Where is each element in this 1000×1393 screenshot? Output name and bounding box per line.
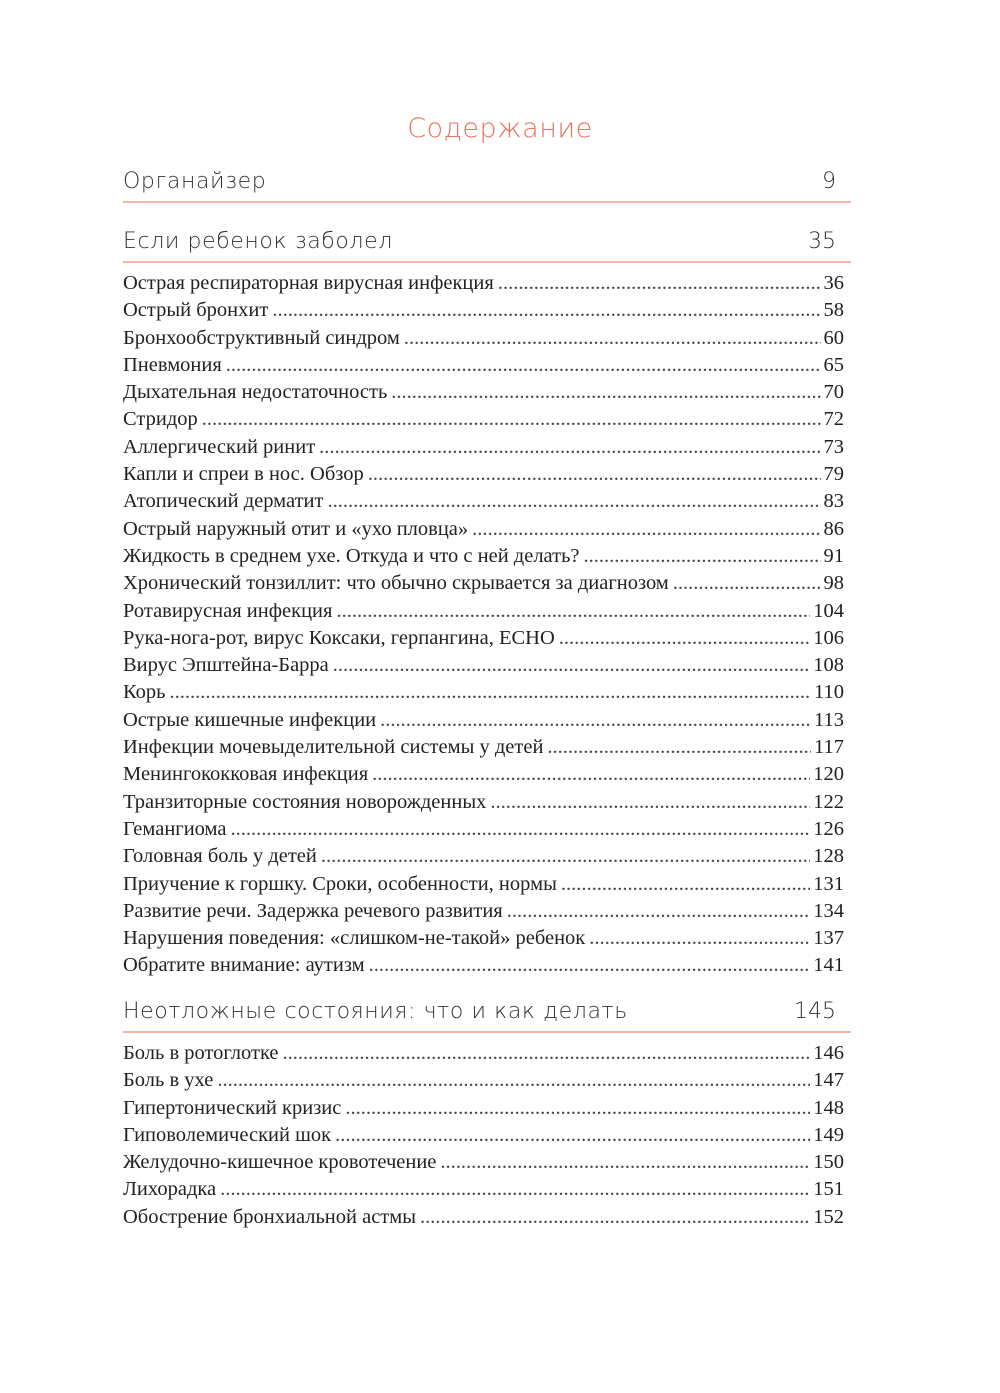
toc-entry-page-number: 58 xyxy=(823,299,844,322)
toc-entry-page-number: 147 xyxy=(813,1069,844,1092)
dot-leader xyxy=(226,352,821,379)
toc-entry-page-number: 146 xyxy=(813,1042,844,1064)
toc-entry-page-number: 108 xyxy=(813,654,844,677)
toc-entry-title: Хронический тонзиллит: что обычно скрывается за диагнозом xyxy=(123,572,669,595)
toc-entry-page-number: 98 xyxy=(823,572,844,595)
dot-leader xyxy=(380,707,811,734)
dot-leader xyxy=(283,1040,811,1067)
dot-leader xyxy=(584,543,821,570)
dot-leader xyxy=(559,625,810,652)
section-page-number: 35 xyxy=(808,229,836,254)
toc-entry-list xyxy=(123,1040,851,1231)
toc-entry[interactable] xyxy=(123,598,844,625)
dot-leader xyxy=(335,1122,810,1149)
toc-entry[interactable] xyxy=(123,925,844,952)
toc-entry[interactable] xyxy=(123,789,844,816)
toc-entry[interactable] xyxy=(123,406,844,433)
toc-entry-page-number: 151 xyxy=(813,1178,844,1201)
dot-leader xyxy=(589,925,810,952)
toc-entry[interactable] xyxy=(123,1040,844,1067)
toc-entry[interactable] xyxy=(123,270,844,297)
toc-entry[interactable] xyxy=(123,679,844,706)
toc-section-sick-child xyxy=(123,225,851,980)
section-title: Органайзер xyxy=(123,169,267,194)
toc-entry-title: Головная боль у детей xyxy=(123,845,317,868)
toc-entry-title: Боль в ротоглотке xyxy=(123,1042,279,1064)
toc-entry[interactable] xyxy=(123,352,844,379)
dot-leader xyxy=(327,488,820,515)
toc-entry[interactable] xyxy=(123,652,844,679)
dot-leader xyxy=(490,789,810,816)
toc-entry-page-number: 126 xyxy=(813,817,844,840)
toc-entry-page-number: 128 xyxy=(813,845,844,868)
toc-entry-title: Рука-нога-рот, вирус Коксаки, герпангина, ECHO xyxy=(123,626,555,649)
toc-entry-title: Аллергический ринит xyxy=(123,435,316,458)
toc-entry-page-number: 73 xyxy=(823,435,844,458)
toc-entry[interactable] xyxy=(123,297,844,324)
toc-entry-page-number: 60 xyxy=(823,326,844,349)
toc-entry-title: Атопический дерматит xyxy=(123,490,324,513)
toc-entry-list xyxy=(123,270,851,980)
toc-entry-title: Обратите внимание: аутизм xyxy=(123,954,365,977)
toc-entry-title: Гиповолемический шок xyxy=(123,1123,332,1146)
toc-entry[interactable] xyxy=(123,434,844,461)
toc-entry-title: Острый наружный отит и «ухо пловца» xyxy=(123,517,469,540)
toc-entry[interactable] xyxy=(123,707,844,734)
toc-entry-page-number: 72 xyxy=(823,408,844,431)
toc-entry[interactable] xyxy=(123,1122,844,1149)
toc-entry-page-number: 83 xyxy=(823,490,844,513)
section-title: Если ребенок заболел xyxy=(123,229,393,254)
toc-entry-title: Гемангиома xyxy=(123,817,227,840)
dot-leader xyxy=(230,816,810,843)
dot-leader xyxy=(372,761,810,788)
dot-leader xyxy=(498,270,821,297)
toc-entry-title: Острый бронхит xyxy=(123,299,269,322)
toc-entry-title: Ротавирусная инфекция xyxy=(123,599,333,622)
toc-entry-page-number: 106 xyxy=(813,626,844,649)
toc-entry-title: Боль в ухе xyxy=(123,1069,214,1092)
toc-entry-page-number: 120 xyxy=(813,763,844,786)
dot-leader xyxy=(673,570,821,597)
dot-leader xyxy=(369,952,811,979)
toc-entry[interactable] xyxy=(123,625,844,652)
toc-entry-title: Лихорадка xyxy=(123,1178,217,1201)
dot-leader xyxy=(220,1176,810,1203)
dot-leader xyxy=(561,871,810,898)
dot-leader xyxy=(319,434,820,461)
dot-leader xyxy=(217,1067,810,1094)
toc-entry-page-number: 137 xyxy=(813,927,844,950)
toc-entry[interactable] xyxy=(123,871,844,898)
toc-entry[interactable] xyxy=(123,952,844,979)
toc-entry[interactable] xyxy=(123,1176,844,1203)
toc-entry-page-number: 70 xyxy=(823,381,844,404)
section-page-number: 145 xyxy=(794,999,836,1024)
toc-entry[interactable] xyxy=(123,516,844,543)
toc-entry-title: Жидкость в среднем ухе. Откуда и что с ней делать? xyxy=(123,544,580,567)
toc-entry[interactable] xyxy=(123,816,844,843)
toc-entry-page-number: 110 xyxy=(814,681,844,704)
toc-entry-title: Инфекции мочевыделительной системы у детей xyxy=(123,736,544,759)
toc-entry-page-number: 113 xyxy=(814,708,844,731)
toc-entry-title: Дыхательная недостаточность xyxy=(123,381,388,404)
dot-leader xyxy=(272,297,820,324)
toc-entry-page-number: 141 xyxy=(813,954,844,977)
dot-leader xyxy=(472,516,820,543)
section-header[interactable] xyxy=(123,165,851,203)
toc-entry[interactable] xyxy=(123,1067,844,1094)
dot-leader xyxy=(420,1204,810,1231)
toc-entry[interactable] xyxy=(123,1095,844,1122)
toc-entry-title: Обострение бронхиальной астмы xyxy=(123,1205,417,1228)
toc-entry-title: Приучение к горшку. Сроки, особенности, нормы xyxy=(123,872,557,895)
section-header[interactable] xyxy=(123,995,851,1033)
toc-entry[interactable] xyxy=(123,488,844,515)
toc-entry-title: Капли и спреи в нос. Обзор xyxy=(123,463,364,486)
toc-entry-page-number: 117 xyxy=(814,736,844,759)
toc-entry-title: Гипертонический кризис xyxy=(123,1096,342,1119)
toc-entry[interactable] xyxy=(123,761,844,788)
toc-entry-page-number: 148 xyxy=(813,1096,844,1119)
dot-leader xyxy=(345,1095,810,1122)
toc-entry-title: Вирус Эпштейна-Барра xyxy=(123,654,329,677)
toc-entry-title: Транзиторные состояния новорожденных xyxy=(123,790,487,813)
dot-leader xyxy=(440,1149,810,1176)
toc-entry-title: Развитие речи. Задержка речевого развития xyxy=(123,899,503,922)
toc-entry-page-number: 134 xyxy=(813,899,844,922)
section-title: Неотложные состояния: что и как делать xyxy=(123,999,628,1024)
dot-leader xyxy=(547,734,811,761)
section-page-number: 9 xyxy=(822,169,836,194)
toc-entry-page-number: 91 xyxy=(823,544,844,567)
toc-entry-page-number: 79 xyxy=(823,463,844,486)
toc-entry-page-number: 86 xyxy=(823,517,844,540)
section-header[interactable] xyxy=(123,225,851,263)
dot-leader xyxy=(333,652,810,679)
toc-entry-page-number: 149 xyxy=(813,1123,844,1146)
toc-entry-page-number: 36 xyxy=(823,272,844,294)
toc-entry[interactable] xyxy=(123,570,844,597)
toc-entry-page-number: 65 xyxy=(823,353,844,376)
toc-entry-title: Острые кишечные инфекции xyxy=(123,708,377,731)
page-title: Содержание xyxy=(407,113,593,144)
dot-leader xyxy=(202,406,821,433)
toc-section-emergency xyxy=(123,995,851,1231)
toc-entry-title: Менингококковая инфекция xyxy=(123,763,369,786)
toc-entry[interactable] xyxy=(123,379,844,406)
toc-entry-title: Острая респираторная вирусная инфекция xyxy=(123,272,494,294)
toc-entry[interactable] xyxy=(123,543,844,570)
toc-entry-title: Желудочно-кишечное кровотечение xyxy=(123,1151,437,1174)
dot-leader xyxy=(321,843,810,870)
toc-entry[interactable] xyxy=(123,325,844,352)
toc-entry[interactable] xyxy=(123,461,844,488)
toc-entry[interactable] xyxy=(123,898,844,925)
toc-entry[interactable] xyxy=(123,843,844,870)
dot-leader xyxy=(368,461,821,488)
dot-leader xyxy=(391,379,820,406)
toc-entry-title: Нарушения поведения: «слишком-не-такой» ребенок xyxy=(123,927,586,950)
toc-section-organizer xyxy=(123,165,851,203)
toc-entry-title: Бронхообструктивный синдром xyxy=(123,326,400,349)
toc-entry[interactable] xyxy=(123,1204,844,1231)
toc-entry-page-number: 122 xyxy=(813,790,844,813)
dot-leader xyxy=(404,325,821,352)
dot-leader xyxy=(336,598,810,625)
toc-entry-title: Стридор xyxy=(123,408,198,431)
toc-entry-page-number: 131 xyxy=(813,872,844,895)
dot-leader xyxy=(170,679,811,706)
toc-entry-title: Корь xyxy=(123,681,166,704)
toc-entry-page-number: 104 xyxy=(813,599,844,622)
toc-entry[interactable] xyxy=(123,734,844,761)
toc-entry-page-number: 150 xyxy=(813,1151,844,1174)
toc-entry[interactable] xyxy=(123,1149,844,1176)
toc-entry-title: Пневмония xyxy=(123,353,222,376)
dot-leader xyxy=(507,898,811,925)
toc-entry-page-number: 152 xyxy=(813,1205,844,1228)
